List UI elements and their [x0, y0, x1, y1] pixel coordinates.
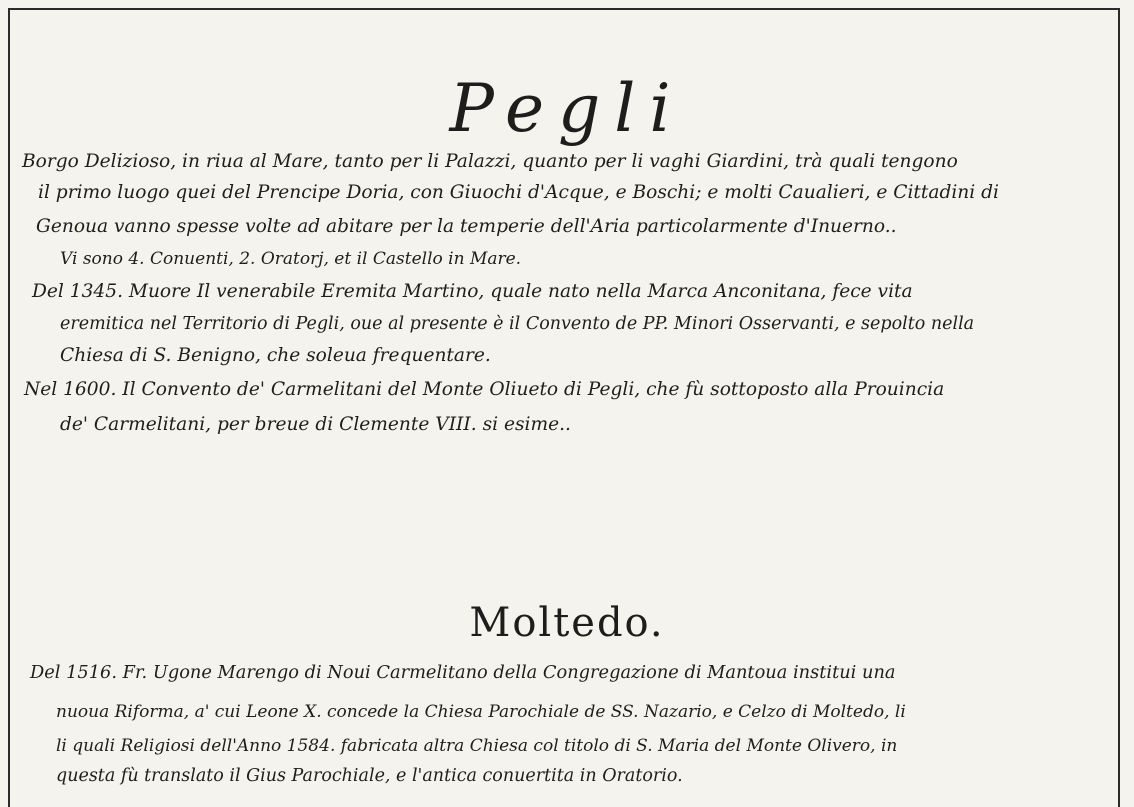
pegli-text-line-1: Borgo Delizioso, in riua al Mare, tanto per li Palazzi, quanto per li vaghi Giardini, trà quali tengono [22, 151, 958, 172]
pegli-text-line-5: Del 1345. Muore Il venerabile Eremita Martino, quale nato nella Marca Anconitana, fece vita [32, 281, 913, 302]
moltedo-text-line-1: Del 1516. Fr. Ugone Marengo di Noui Carmelitano della Congregazione di Mantoua institui una [30, 662, 896, 683]
pegli-text-line-6: eremitica nel Territorio di Pegli, oue al presente è il Convento de PP. Minori Osservanti, e sepolto nella [60, 314, 975, 334]
moltedo-text-line-4: questa fù translato il Gius Parochiale, e l'antica conuertita in Oratorio. [56, 766, 683, 786]
pegli-text-line-9: de' Carmelitani, per breue di Clemente VIII. si esime.. [60, 414, 571, 435]
moltedo-text-line-3: li quali Religiosi dell'Anno 1584. fabricata altra Chiesa col titolo di S. Maria del Monte Olivero, in [56, 736, 898, 756]
pegli-text-line-4: Vi sono 4. Conuenti, 2. Oratorj, et il Castello in Mare. [60, 249, 522, 269]
pegli-text-line-3: Genoua vanno spesse volte ad abitare per la temperie dell'Aria particolarmente d'Inuerno.. [36, 216, 897, 237]
heading-pegli: Pegli [449, 70, 685, 147]
pegli-text-line-7: Chiesa di S. Benigno, che soleua frequentare. [60, 345, 491, 366]
heading-moltedo: Moltedo. [469, 600, 665, 646]
pegli-text-line-8: Nel 1600. Il Convento de' Carmelitani del Monte Oliueto di Pegli, che fù sottoposto alla Prouincia [24, 379, 945, 400]
moltedo-text-line-2: nuoua Riforma, a' cui Leone X. concede la Chiesa Parochiale de SS. Nazario, e Celzo di Moltedo, li [56, 702, 906, 722]
pegli-text-line-2: il primo luogo quei del Prencipe Doria, con Giuochi d'Acque, e Boschi; e molti Caualieri, e Cittadini di [38, 182, 999, 203]
